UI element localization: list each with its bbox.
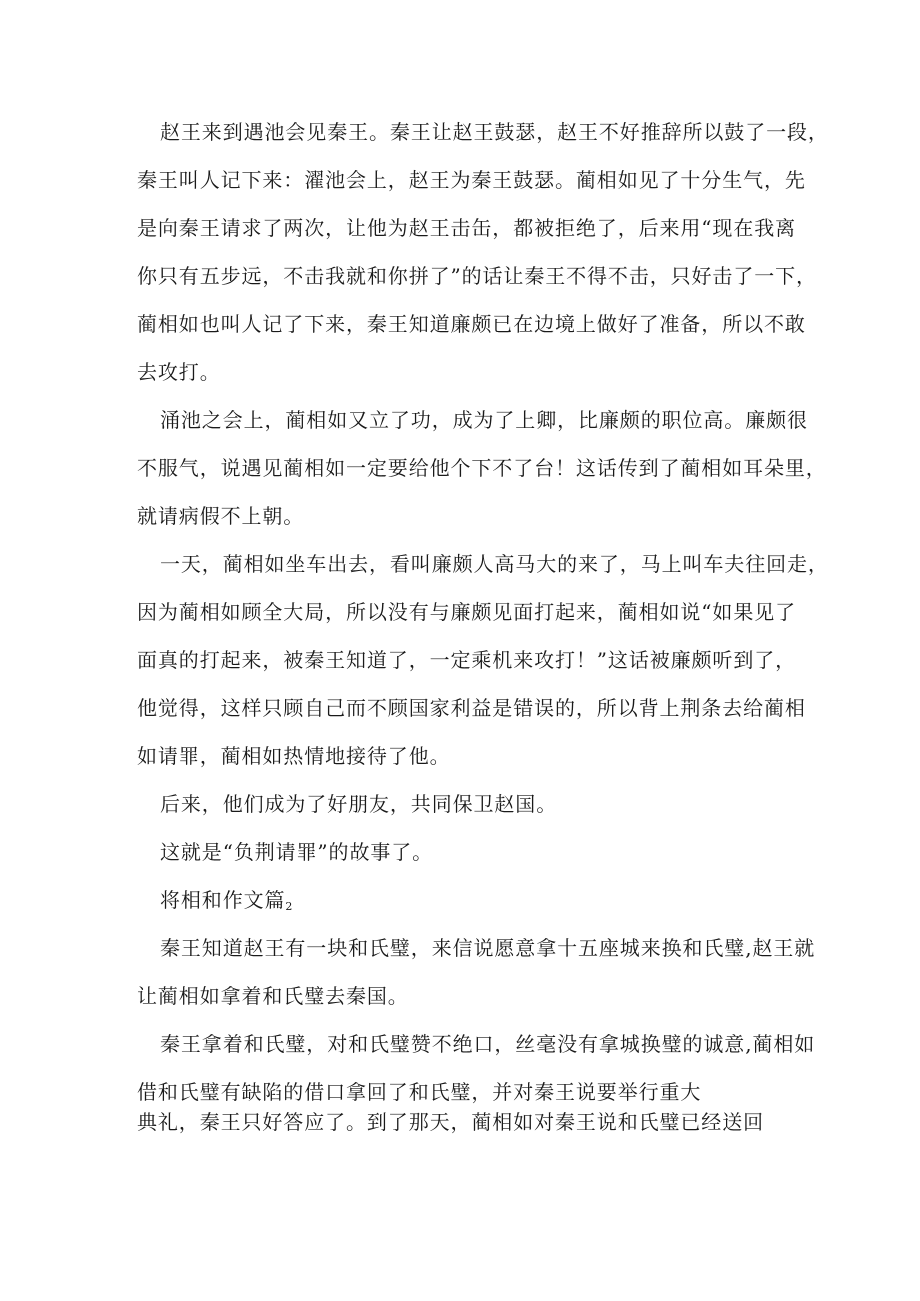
text-line: 秦王叫人记下来：濯池会上，赵王为秦王鼓瑟。蔺相如见了十分生气，先 — [137, 168, 806, 192]
section-heading-text: 将相和作文篇 — [160, 888, 286, 912]
text-line: 如请罪，蔺相如热情地接待了他。 — [137, 744, 451, 768]
text-line: 赵王来到遇池会见秦王。秦王让赵王鼓瑟，赵王不好推辞所以鼓了一段， — [160, 120, 829, 144]
text-line: 让蔺相如拿着和氏璧去秦国。 — [137, 984, 409, 1008]
text-line: 因为蔺相如顾全大局，所以没有与廉颇见面打起来，蔺相如说“如果见了 — [137, 600, 797, 624]
text-line: 你只有五步远，不击我就和你拼了”的话让秦王不得不击，只好击了一下， — [137, 264, 817, 288]
text-line: 他觉得，这样只顾自己而不顾国家利益是错误的，所以背上荆条去给蔺相 — [137, 696, 806, 720]
text-line: 这就是“负荆请罪”的故事了。 — [160, 840, 434, 864]
section-heading — [160, 888, 293, 919]
text-line: 蔺相如也叫人记了下来，秦王知道廉颇已在边境上做好了准备，所以不敢 — [137, 312, 806, 336]
text-line: 面真的打起来，被秦王知道了，一定乘机来攻打！”这话被廉颇听到了， — [137, 648, 797, 672]
text-line: 去攻打。 — [137, 360, 221, 384]
text-line: 就请病假不上朝。 — [137, 504, 305, 528]
text-line: 是向秦王请求了两次，让他为赵王击缶，都被拒绝了，后来用“现在我离 — [137, 216, 797, 240]
text-line: 借和氏璧有缺陷的借口拿回了和氏璧，并对秦王说要举行重大 — [137, 1080, 702, 1104]
text-line: 秦王知道赵王有一块和氏璧，来信说愿意拿十五座城来换和氏璧,赵王就 — [160, 936, 816, 960]
text-line: 典礼，秦王只好答应了。到了那天，蔺相如对秦王说和氏璧已经送回 — [137, 1110, 764, 1134]
text-line: 秦王拿着和氏璧，对和氏璧赞不绝口，丝毫没有拿城换璧的诚意,蔺相如 — [160, 1032, 816, 1056]
text-line: 一天，蔺相如坐车出去，看叫廉颇人高马大的来了，马上叫车夫往回走， — [160, 552, 829, 576]
text-line: 不服气，说遇见蔺相如一定要给他个下不了台！这话传到了蔺相如耳朵里， — [137, 456, 827, 480]
section-heading-number: 2 — [285, 900, 294, 913]
text-line: 后来，他们成为了好朋友，共同保卫赵国。 — [160, 792, 558, 816]
text-line: 涌池之会上，蔺相如又立了功，成为了上卿，比廉颇的职位高。廉颇很 — [160, 408, 808, 432]
